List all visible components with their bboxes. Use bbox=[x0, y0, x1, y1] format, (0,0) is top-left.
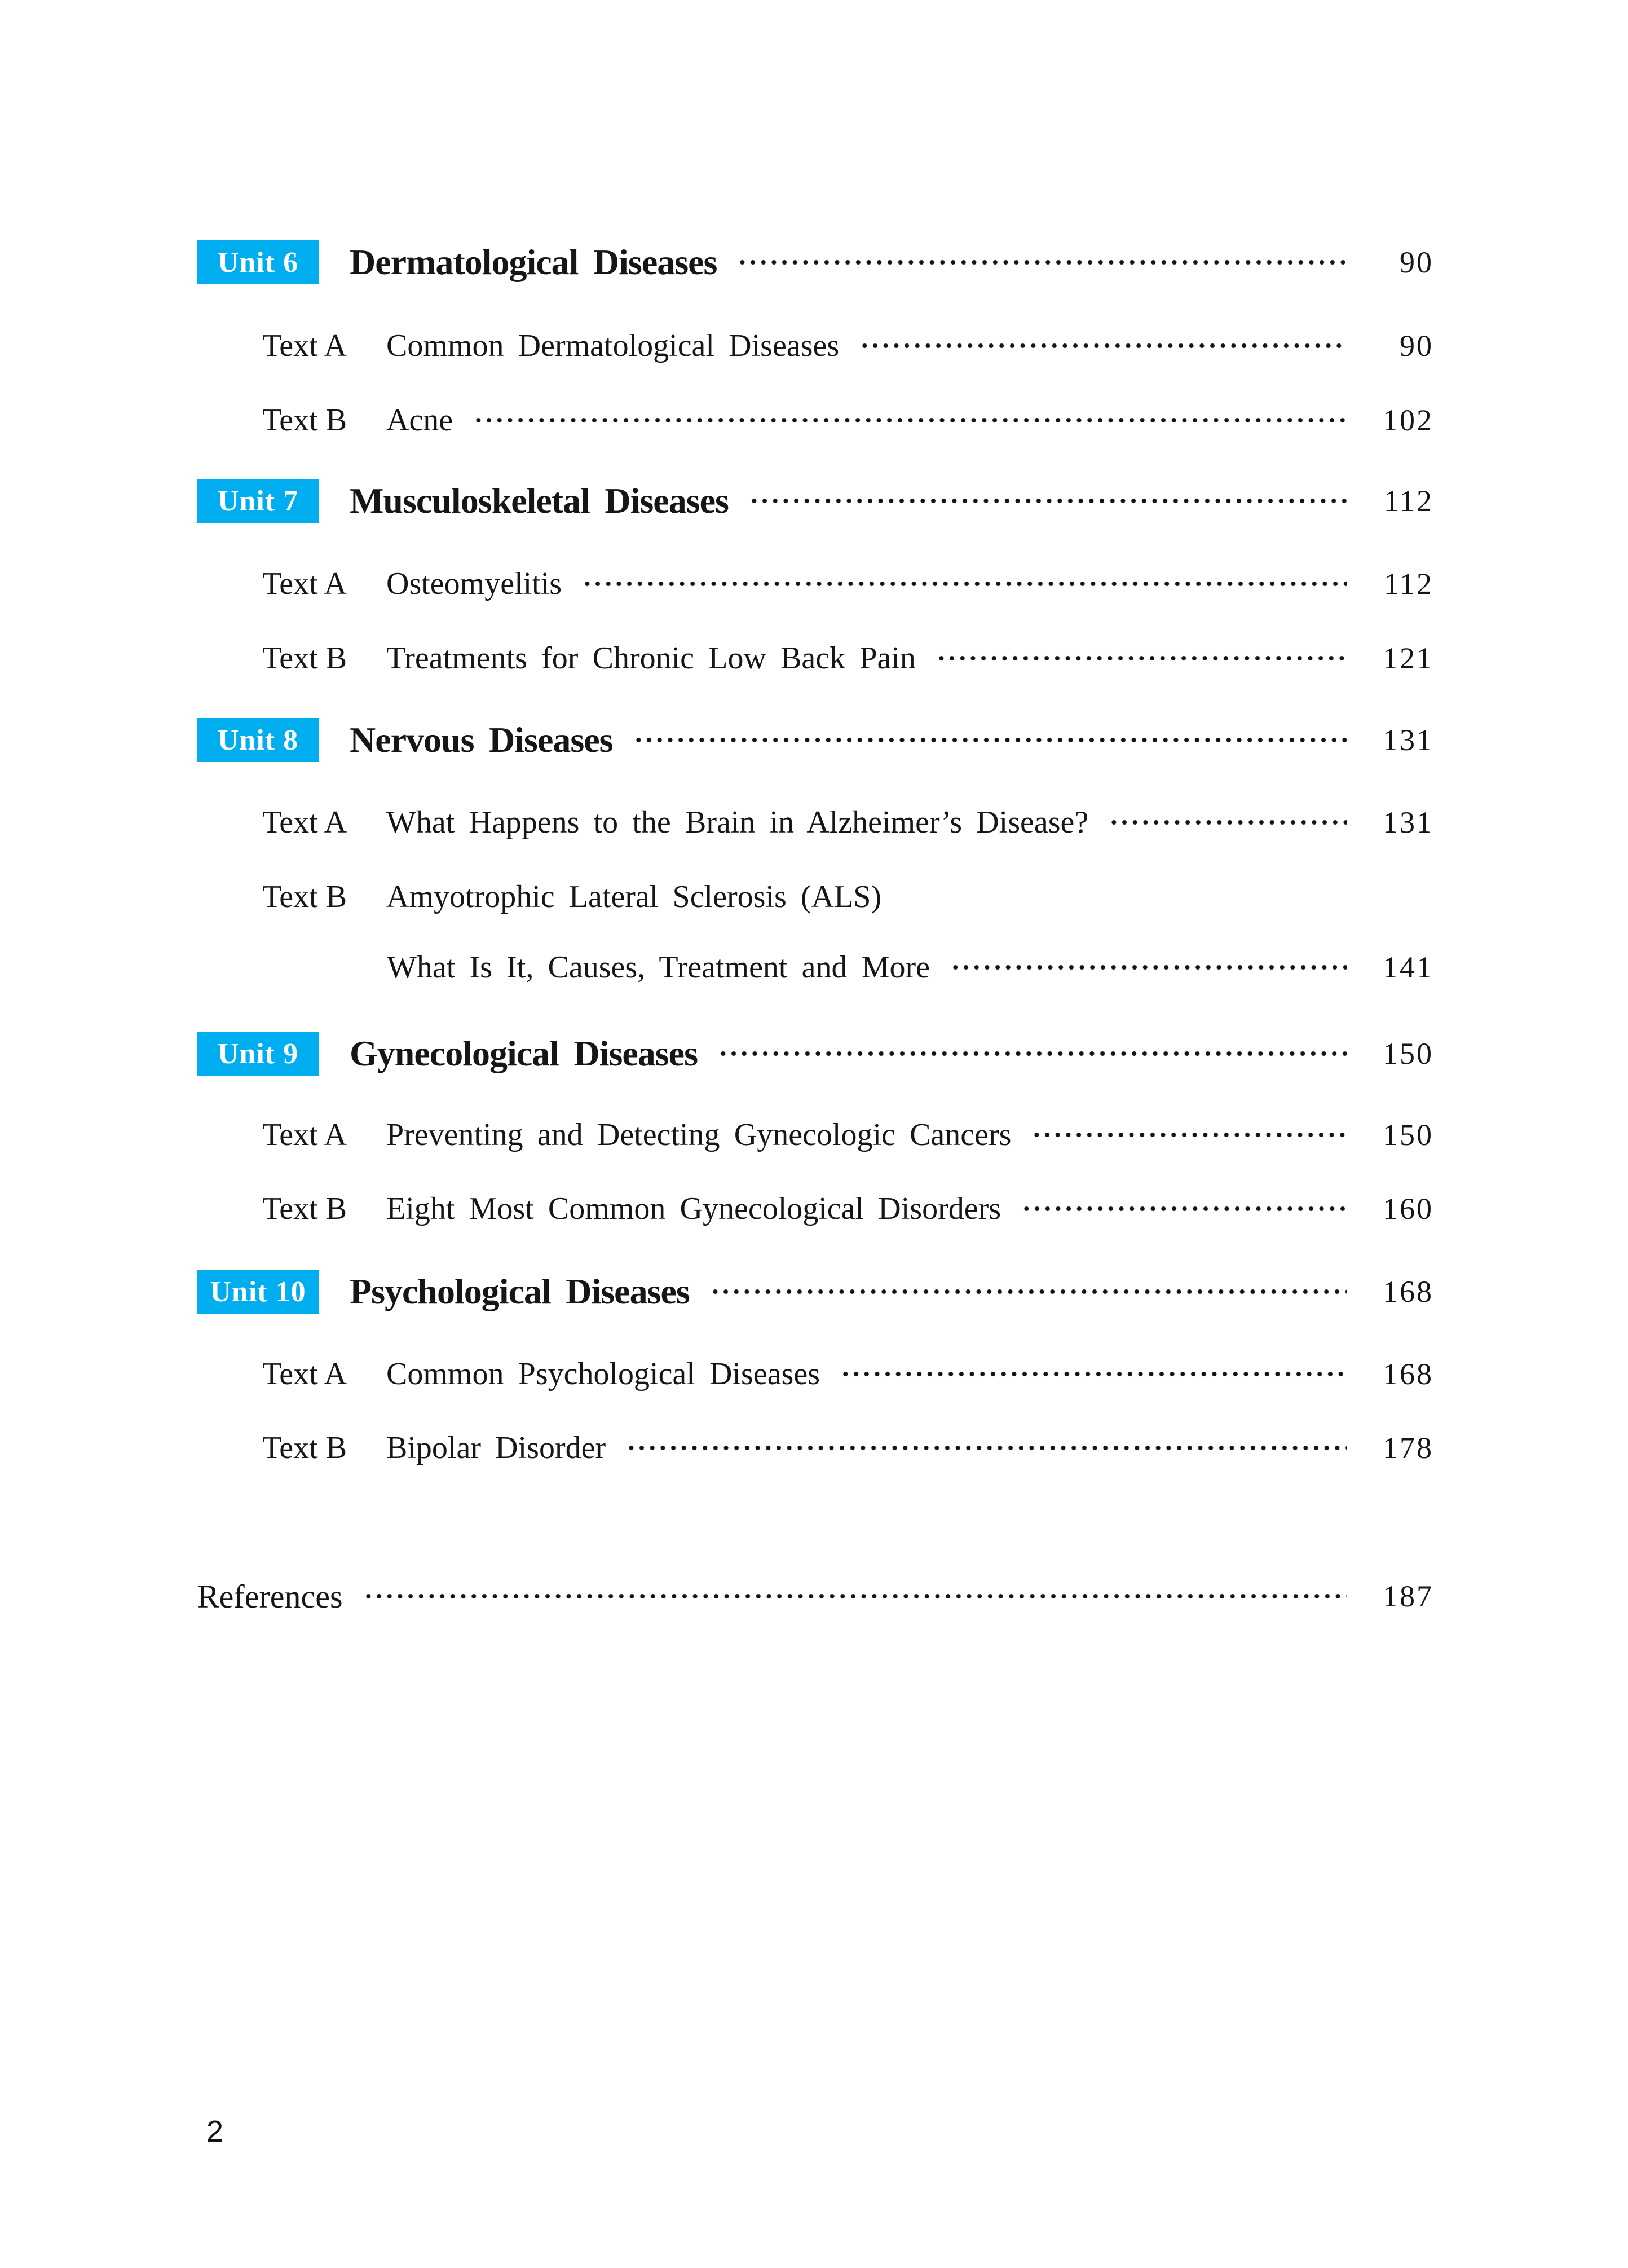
dot-leader bbox=[1031, 1108, 1347, 1162]
page-ref: 131 bbox=[1383, 723, 1433, 757]
unit-title: Gynecological Diseases bbox=[350, 1033, 698, 1073]
toc-unit-row bbox=[197, 1027, 1433, 1081]
toc-entry-row bbox=[262, 870, 1433, 924]
entry-title: Bipolar Disorder bbox=[386, 1430, 606, 1465]
dot-leader bbox=[936, 631, 1347, 685]
entry-title: Amyotrophic Lateral Sclerosis (ALS) bbox=[386, 879, 882, 914]
dot-leader bbox=[633, 713, 1347, 767]
entry-title: What Happens to the Brain in Alzheimer’s Disease? bbox=[386, 805, 1089, 840]
references-label: References bbox=[197, 1578, 343, 1615]
dot-leader bbox=[749, 474, 1347, 528]
unit-title: Nervous Diseases bbox=[350, 720, 613, 760]
page-ref: 150 bbox=[1383, 1037, 1433, 1071]
page-ref: 160 bbox=[1383, 1192, 1433, 1226]
toc-entry-row bbox=[262, 1421, 1433, 1475]
unit-title: Psychological Diseases bbox=[350, 1271, 690, 1311]
page-ref: 178 bbox=[1383, 1431, 1433, 1465]
page-ref: 90 bbox=[1400, 329, 1433, 363]
dot-leader bbox=[950, 940, 1347, 994]
entry-title: Treatments for Chronic Low Back Pain bbox=[386, 641, 916, 676]
page-ref: 150 bbox=[1383, 1118, 1433, 1152]
dot-leader bbox=[840, 1347, 1347, 1401]
entry-label: Text B bbox=[262, 403, 347, 438]
entry-label: Text A bbox=[262, 328, 347, 363]
page-ref: 187 bbox=[1383, 1579, 1433, 1613]
toc-entry-row bbox=[262, 1347, 1433, 1401]
page-number: 2 bbox=[206, 2115, 224, 2148]
entry-label: Text A bbox=[262, 805, 347, 840]
entry-title: Acne bbox=[386, 403, 453, 438]
entry-title: Osteomyelitis bbox=[386, 566, 562, 601]
toc-entry-row bbox=[262, 631, 1433, 685]
page-ref: 112 bbox=[1384, 567, 1433, 601]
entry-title: Common Psychological Diseases bbox=[386, 1357, 820, 1391]
dot-leader bbox=[718, 1027, 1347, 1081]
toc-entry-row bbox=[262, 557, 1433, 611]
dot-leader bbox=[626, 1421, 1347, 1475]
toc-entry-row bbox=[262, 393, 1433, 447]
entry-title: Eight Most Common Gynecological Disorders bbox=[386, 1191, 1001, 1226]
entry-label: Text B bbox=[262, 879, 347, 914]
toc-unit-row bbox=[197, 713, 1433, 767]
entry-label: Text A bbox=[262, 1357, 347, 1391]
entry-label: Text B bbox=[262, 641, 347, 676]
entry-label: Text A bbox=[262, 1117, 347, 1152]
unit-badge: Unit 7 bbox=[197, 479, 319, 523]
toc-unit-row bbox=[197, 235, 1433, 289]
entry-label: Text B bbox=[262, 1191, 347, 1226]
dot-leader bbox=[473, 393, 1347, 447]
references-row bbox=[197, 1569, 1433, 1623]
toc-unit-row bbox=[197, 474, 1433, 528]
entry-title: What Is It, Causes, Treatment and More bbox=[387, 950, 930, 985]
dot-leader bbox=[582, 557, 1347, 611]
entry-label: Text A bbox=[262, 566, 347, 601]
dot-leader bbox=[1109, 795, 1347, 849]
unit-title: Dermatological Diseases bbox=[350, 242, 717, 282]
toc-entry-continuation-row bbox=[387, 940, 1433, 994]
dot-leader bbox=[363, 1569, 1347, 1623]
toc-unit-row bbox=[197, 1265, 1433, 1319]
page-ref: 168 bbox=[1383, 1275, 1433, 1309]
entry-title: Preventing and Detecting Gynecologic Cancers bbox=[386, 1117, 1012, 1152]
dot-leader bbox=[737, 235, 1347, 289]
page-ref: 141 bbox=[1383, 950, 1433, 984]
dot-leader bbox=[1021, 1182, 1347, 1236]
toc-entry-row bbox=[262, 1108, 1433, 1162]
unit-badge: Unit 6 bbox=[197, 240, 319, 284]
toc-entry-row bbox=[262, 319, 1433, 373]
unit-badge: Unit 8 bbox=[197, 718, 319, 762]
unit-badge: Unit 9 bbox=[197, 1032, 319, 1076]
page-ref: 121 bbox=[1383, 641, 1433, 675]
page-ref: 90 bbox=[1400, 245, 1433, 279]
toc-entry-row bbox=[262, 1182, 1433, 1236]
page-ref: 168 bbox=[1383, 1357, 1433, 1391]
page-ref: 112 bbox=[1384, 484, 1433, 518]
page-ref: 131 bbox=[1383, 805, 1433, 839]
dot-leader bbox=[859, 319, 1347, 373]
toc-entry-row bbox=[262, 795, 1433, 849]
page-ref: 102 bbox=[1383, 403, 1433, 437]
entry-title: Common Dermatological Diseases bbox=[386, 328, 840, 363]
entry-label: Text B bbox=[262, 1430, 347, 1465]
unit-badge: Unit 10 bbox=[197, 1270, 319, 1314]
unit-title: Musculoskeletal Diseases bbox=[350, 481, 729, 521]
dot-leader bbox=[710, 1265, 1347, 1319]
